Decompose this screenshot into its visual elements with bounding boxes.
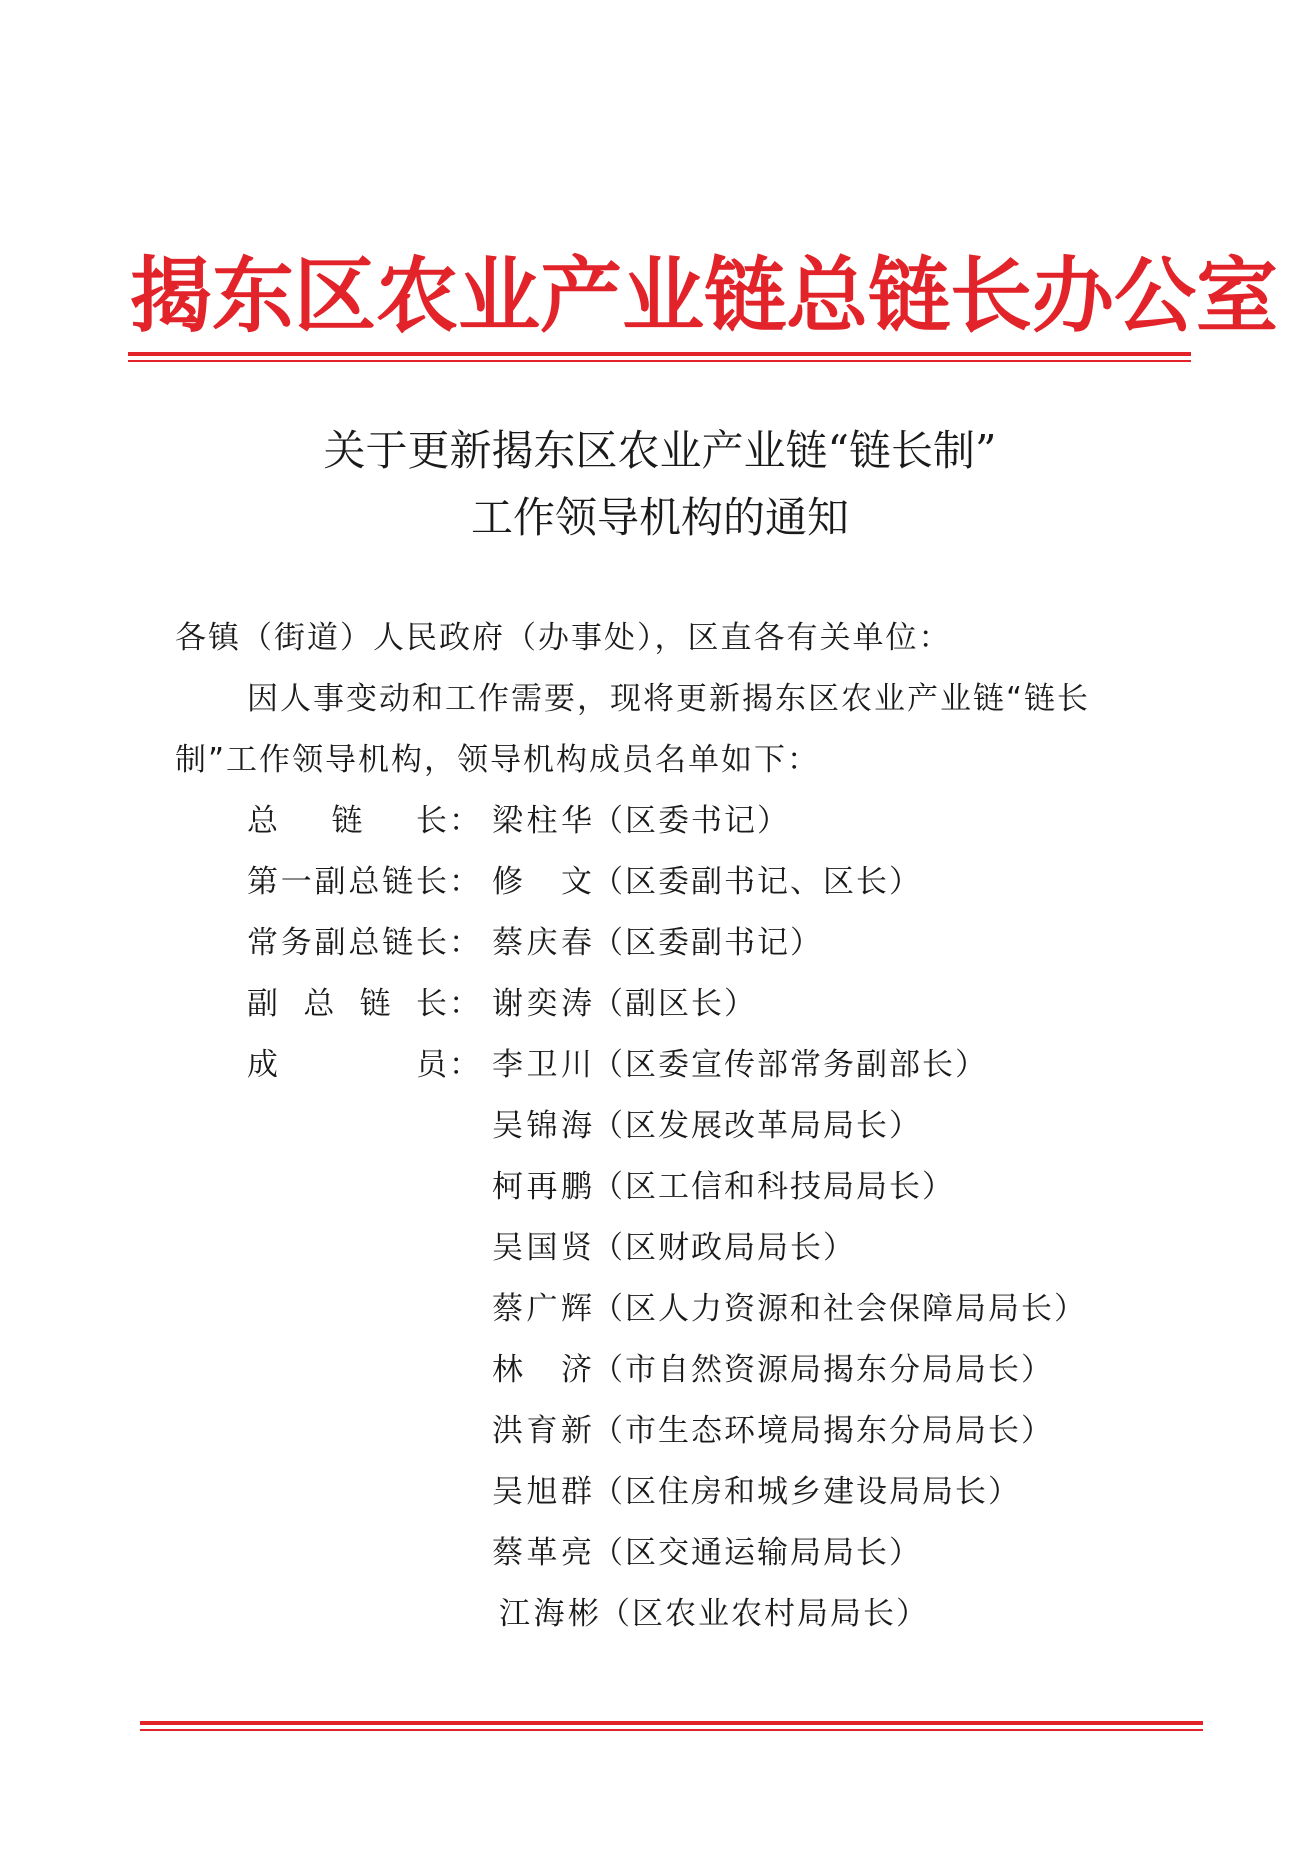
member-entry — [492, 1352, 1054, 1388]
member-name: 洪育新 — [492, 1413, 592, 1449]
leader-role: 第一副总链长 — [247, 864, 447, 900]
member-name: 蔡广辉 — [492, 1291, 592, 1327]
leader-role: 常务副总链长 — [247, 925, 447, 961]
leader-name: 修文 — [492, 864, 592, 900]
member-entry — [499, 1596, 929, 1632]
leader-entry — [492, 803, 790, 839]
paragraph-line1: 因人事变动和工作需要，现将更新揭东区农业产业链“链长 — [247, 681, 1091, 717]
leader-post: （区委副书记、区长） — [592, 864, 922, 900]
member-entry — [492, 1047, 988, 1083]
document-title-line2: 工作领导机构的通知 — [470, 493, 849, 542]
member-post: （区农业农村局局长） — [599, 1596, 929, 1632]
masthead-rule-thin — [128, 360, 1191, 362]
footer-rule-thick — [140, 1721, 1203, 1725]
member-name: 江海彬 — [499, 1596, 599, 1632]
member-entry — [492, 1291, 1087, 1327]
member-entry — [492, 1108, 922, 1144]
member-post: （区工信和科技局局长） — [592, 1169, 955, 1205]
role-colon: ： — [449, 803, 480, 839]
document-title-line1: 关于更新揭东区农业产业链“链长制” — [323, 426, 997, 475]
masthead-title: 揭东区农业产业链总链长办公室 — [130, 248, 1279, 344]
members-role: 成员 — [247, 1047, 447, 1083]
role-colon: ： — [449, 1047, 480, 1083]
role-colon: ： — [449, 864, 480, 900]
leader-name: 谢奕涛 — [492, 986, 592, 1022]
leader-post: （区委副书记） — [592, 925, 823, 961]
member-post: （区交通运输局局长） — [592, 1535, 922, 1571]
member-post: （区委宣传部常务副部长） — [592, 1047, 988, 1083]
leader-name: 蔡庆春 — [492, 925, 592, 961]
member-name: 吴锦海 — [492, 1108, 592, 1144]
member-post: （区发展改革局局长） — [592, 1108, 922, 1144]
member-entry — [492, 1169, 955, 1205]
leader-entry — [492, 986, 757, 1022]
role-colon: ： — [449, 925, 480, 961]
leader-post: （副区长） — [592, 986, 757, 1022]
member-post: （市自然资源局揭东分局局长） — [592, 1352, 1054, 1388]
member-entry — [492, 1413, 1054, 1449]
leader-role: 总链长 — [247, 803, 447, 839]
member-name: 吴国贤 — [492, 1230, 592, 1266]
member-entry — [492, 1474, 1021, 1510]
leader-entry — [492, 864, 922, 900]
member-post: （市生态环境局揭东分局局长） — [592, 1413, 1054, 1449]
member-entry — [492, 1230, 856, 1266]
member-name: 柯再鹏 — [492, 1169, 592, 1205]
member-entry — [492, 1535, 922, 1571]
paragraph-line2: 制”工作领导机构，领导机构成员名单如下： — [175, 742, 821, 778]
leader-name: 梁柱华 — [492, 803, 592, 839]
member-name: 吴旭群 — [492, 1474, 592, 1510]
member-post: （区住房和城乡建设局局长） — [592, 1474, 1021, 1510]
leader-post: （区委书记） — [592, 803, 790, 839]
member-name: 李卫川 — [492, 1047, 592, 1083]
leader-role: 副总链长 — [247, 986, 447, 1022]
member-name: 林济 — [492, 1352, 592, 1388]
member-name: 蔡革亮 — [492, 1535, 592, 1571]
role-colon: ： — [449, 986, 480, 1022]
salutation: 各镇（街道）人民政府（办事处），区直各有关单位： — [175, 620, 952, 656]
leader-entry — [492, 925, 823, 961]
member-post: （区人力资源和社会保障局局长） — [592, 1291, 1087, 1327]
member-post: （区财政局局长） — [592, 1230, 856, 1266]
footer-rule-thin — [140, 1729, 1203, 1731]
masthead-rule-thick — [128, 352, 1191, 356]
